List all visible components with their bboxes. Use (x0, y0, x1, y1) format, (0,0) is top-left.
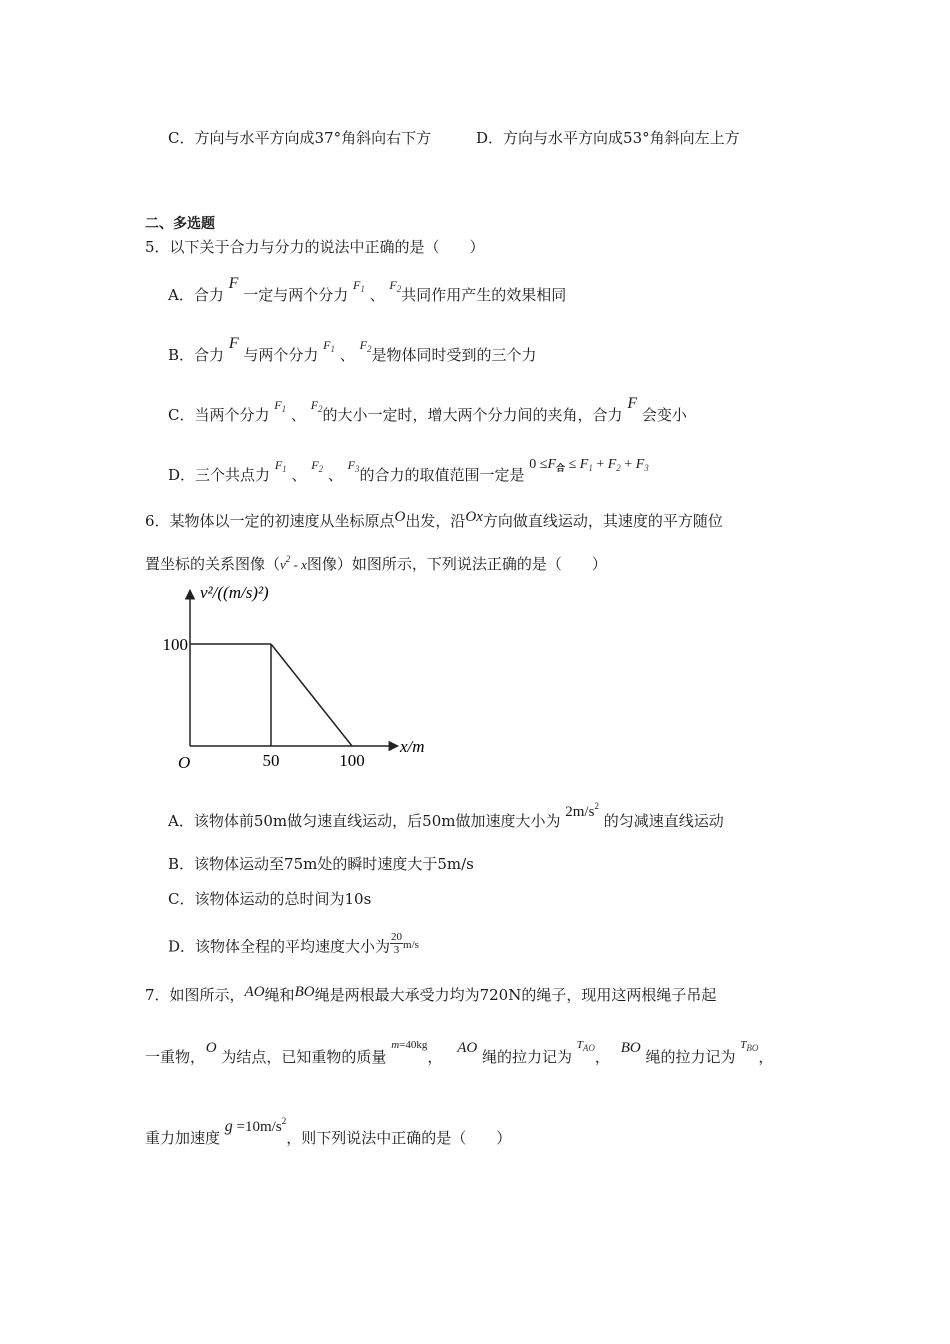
tension-TBO: TBO (740, 1039, 759, 1053)
y-tick-label: 100 (162, 635, 188, 654)
q6-option-a: A．该物体前50m做匀速直线运动，后50m做加速度大小为 $2m/s^2$ 的匀减速直线运动 (168, 801, 724, 830)
q5-option-c: C．当两个分力 $^{F_1}$ 、 $^{F_2}$的大小一定时，增大两个分力间的夹角，合力 F 会变小 (168, 395, 687, 424)
symbol-F: F (228, 335, 239, 352)
x-tick-label: 50 (262, 751, 280, 770)
q5-option-a: A．合力 F 一定与两个分力 $^{F_1}$ 、 $^{F_2}$共同作用产生的效果相同 (168, 275, 567, 304)
symbol-BO: BO (620, 1040, 641, 1056)
q4-option-d: D．方向与水平方向成53°角斜向左上方 (476, 129, 740, 147)
range-formula: $0 \le F_合 \le F_1 + F_2 + F_3$ (529, 457, 649, 473)
symbol-Ox: Ox (465, 509, 483, 525)
symbol-F: F (228, 275, 239, 292)
gravity-value: $g =10m/s^2$ (224, 1116, 287, 1135)
symbol-F1: F1 (274, 398, 287, 414)
q7-line2: 一重物， O 为结点，已知重物的质量 $^{m=40kg}$， AO 绳的拉力记为 $^{T_{AO}}$， BO 绳的拉力记为 $^{T_{BO}}$， (145, 1039, 774, 1066)
tension-TAO: TAO (576, 1039, 595, 1053)
symbol-F1: F1 (352, 278, 365, 294)
acceleration-value: $2m/s^2$ (565, 801, 599, 820)
q7-line3: 重力加速度 $g =10m/s^2$，则下列说法中正确的是（ ） (145, 1116, 512, 1147)
symbol-F2: F2 (389, 278, 402, 294)
q4-option-c: C．方向与水平方向成37°角斜向右下方 (168, 129, 432, 147)
x-axis-label: x/m (400, 737, 425, 756)
average-speed-fraction: $\frac{20}{3}$ (391, 931, 403, 956)
symbol-F2: F2 (310, 398, 323, 414)
symbol-O: O (394, 509, 406, 525)
origin-label: O (178, 753, 191, 772)
x-tick-label: 100 (339, 751, 365, 770)
q5-option-b: B．合力 F 与两个分力 $^{F_1}$ 、 $^{F_2}$是物体同时受到的三个力 (168, 335, 537, 364)
q6-option-c: C．该物体运动的总时间为10s (168, 890, 372, 908)
q6-graph (150, 578, 450, 778)
q5-option-d: D．三个共点力 $^{F_1}$ 、 $^{F_2}$ 、 $^{F_3}$的合力的取值范围一定是 $0 \le F_合 \le F_1 + F_2 + F_3$ (168, 457, 649, 484)
symbol-F2: F2 (311, 458, 324, 474)
series-segment-0-1 (271, 644, 352, 746)
section-title: 二、多选题 (145, 216, 215, 232)
symbol-F2: F2 (359, 338, 372, 354)
q6-stem-line2: 置坐标的关系图像（$v^2$ - x图像）如图所示，下列说法正确的是（ ） (145, 554, 607, 573)
q6-option-d: D．该物体全程的平均速度大小为 $\frac{20}{3}$ $^{m/s}$ (168, 931, 419, 956)
symbol-O: O (205, 1040, 217, 1056)
symbol-AO: AO (457, 1040, 478, 1056)
symbol-BO: BO (294, 984, 315, 1000)
symbol-F1: F1 (323, 338, 336, 354)
q6-option-b: B．该物体运动至75m处的瞬时速度大于5m/s (168, 855, 474, 873)
mass-value: m=40kg (391, 1039, 428, 1051)
symbol-AO: AO (244, 984, 265, 1000)
y-axis-label: v²/((m/s)²) (200, 583, 269, 602)
symbol-F: F (627, 395, 638, 412)
symbol-v2-x: $v^2$ - x (280, 554, 307, 572)
symbol-F1: F1 (274, 458, 287, 474)
symbol-F3: F3 (347, 458, 360, 474)
q6-stem-line1: 6．某物体以一定的初速度从坐标原点O出发，沿Ox方向做直线运动，其速度的平方随位 (145, 509, 723, 530)
q7-line1: 7．如图所示，AO绳和BO绳是两根最大承受力均为720N的绳子，现用这两根绳子吊起 (145, 984, 717, 1004)
q5-stem: 5．以下关于合力与分力的说法中正确的是（ ） (145, 238, 485, 256)
